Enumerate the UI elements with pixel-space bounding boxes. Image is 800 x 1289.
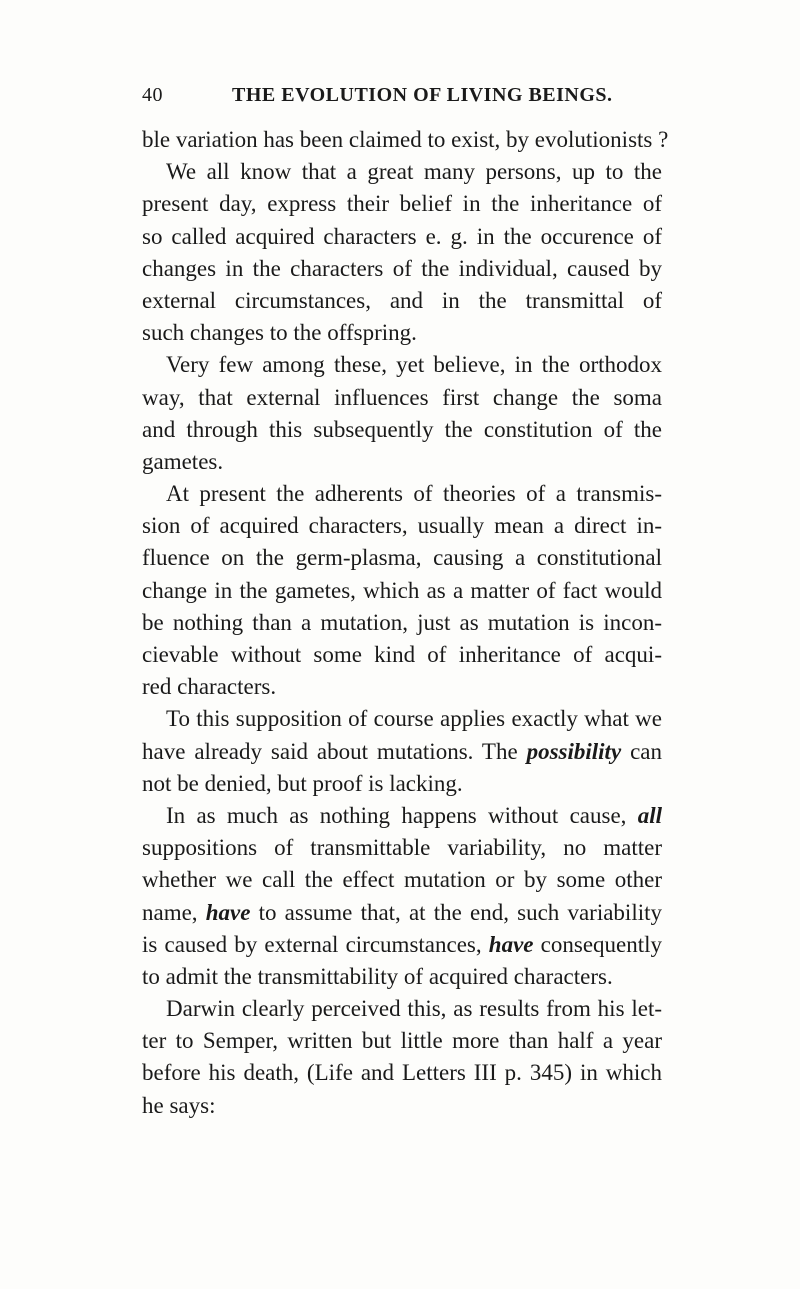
text-line: be nothing than a mutation, just as mutation is incon- — [142, 609, 662, 635]
text-line: We all know that a great many persons, up to the — [166, 159, 662, 185]
text-line: not be denied, but proof is lacking. — [142, 770, 463, 796]
text-line — [142, 736, 662, 768]
text-line: fluence on the germ-plasma, causing a constitutional — [142, 545, 662, 571]
text-segment: is caused by external circumstances, — [142, 931, 482, 957]
italic-emphasis: all — [637, 802, 662, 828]
text-line: changes in the characters of the individual, caused by — [142, 255, 662, 281]
italic-emphasis: possibility — [526, 738, 622, 764]
text-line: so called acquired characters e. g. in the occurence of — [142, 223, 662, 249]
text-line: before his death, (Life and Letters III p. 345) in which — [142, 1060, 662, 1086]
text-line: way, that external influences first change the soma — [142, 384, 662, 410]
text-line: gametes. — [142, 448, 224, 474]
text-line: To this supposition of course applies exactly what we — [166, 706, 662, 732]
text-segment: In as much as nothing happens without cause, — [166, 802, 627, 828]
text-line: present day, express their belief in the inheritance of — [142, 191, 662, 217]
text-line: change in the gametes, which as a matter of fact would — [142, 577, 662, 603]
text-line: cievable without some kind of inheritance of acqui- — [142, 642, 662, 667]
text-line: At present the adherents of theories of a transmis- — [166, 481, 662, 507]
text-segment: to assume that, at the end, such variability — [258, 899, 662, 925]
text-line: and through this subsequently the constitution of the — [142, 416, 662, 442]
text-line: ble variation has been claimed to exist, by evolutionists ? — [142, 127, 669, 152]
text-line — [142, 897, 662, 929]
text-line: whether we call the effect mutation or by some other — [142, 867, 662, 893]
page-number: 40 — [142, 84, 163, 106]
text-line — [142, 800, 662, 832]
text-segment: name, — [142, 899, 198, 925]
text-line: red characters. — [142, 674, 277, 700]
running-head — [142, 84, 662, 114]
text-line: suppositions of transmittable variability, no matter — [142, 835, 662, 861]
italic-emphasis: have — [488, 931, 534, 957]
running-title: THE EVOLUTION OF LIVING BEINGS. — [232, 84, 613, 106]
text-line: sion of acquired characters, usually mean a direct in- — [142, 513, 662, 539]
text-line: such changes to the offspring. — [142, 320, 417, 346]
text-line: he says: — [142, 1092, 216, 1118]
text-segment: consequently — [540, 931, 663, 957]
italic-emphasis: have — [205, 899, 251, 925]
body-text — [142, 124, 669, 1122]
text-segment: can — [630, 738, 662, 764]
text-line — [142, 929, 662, 961]
text-segment: have already said about mutations. The — [142, 738, 518, 764]
text-line: Darwin clearly perceived this, as results from his let- — [166, 996, 662, 1022]
text-line: external circumstances, and in the transmittal of — [142, 287, 662, 313]
text-line: ter to Semper, written but little more than half a year — [142, 1028, 662, 1054]
text-line: Very few among these, yet believe, in the orthodox — [166, 352, 662, 378]
text-line: to admit the transmittability of acquired characters. — [142, 963, 613, 989]
